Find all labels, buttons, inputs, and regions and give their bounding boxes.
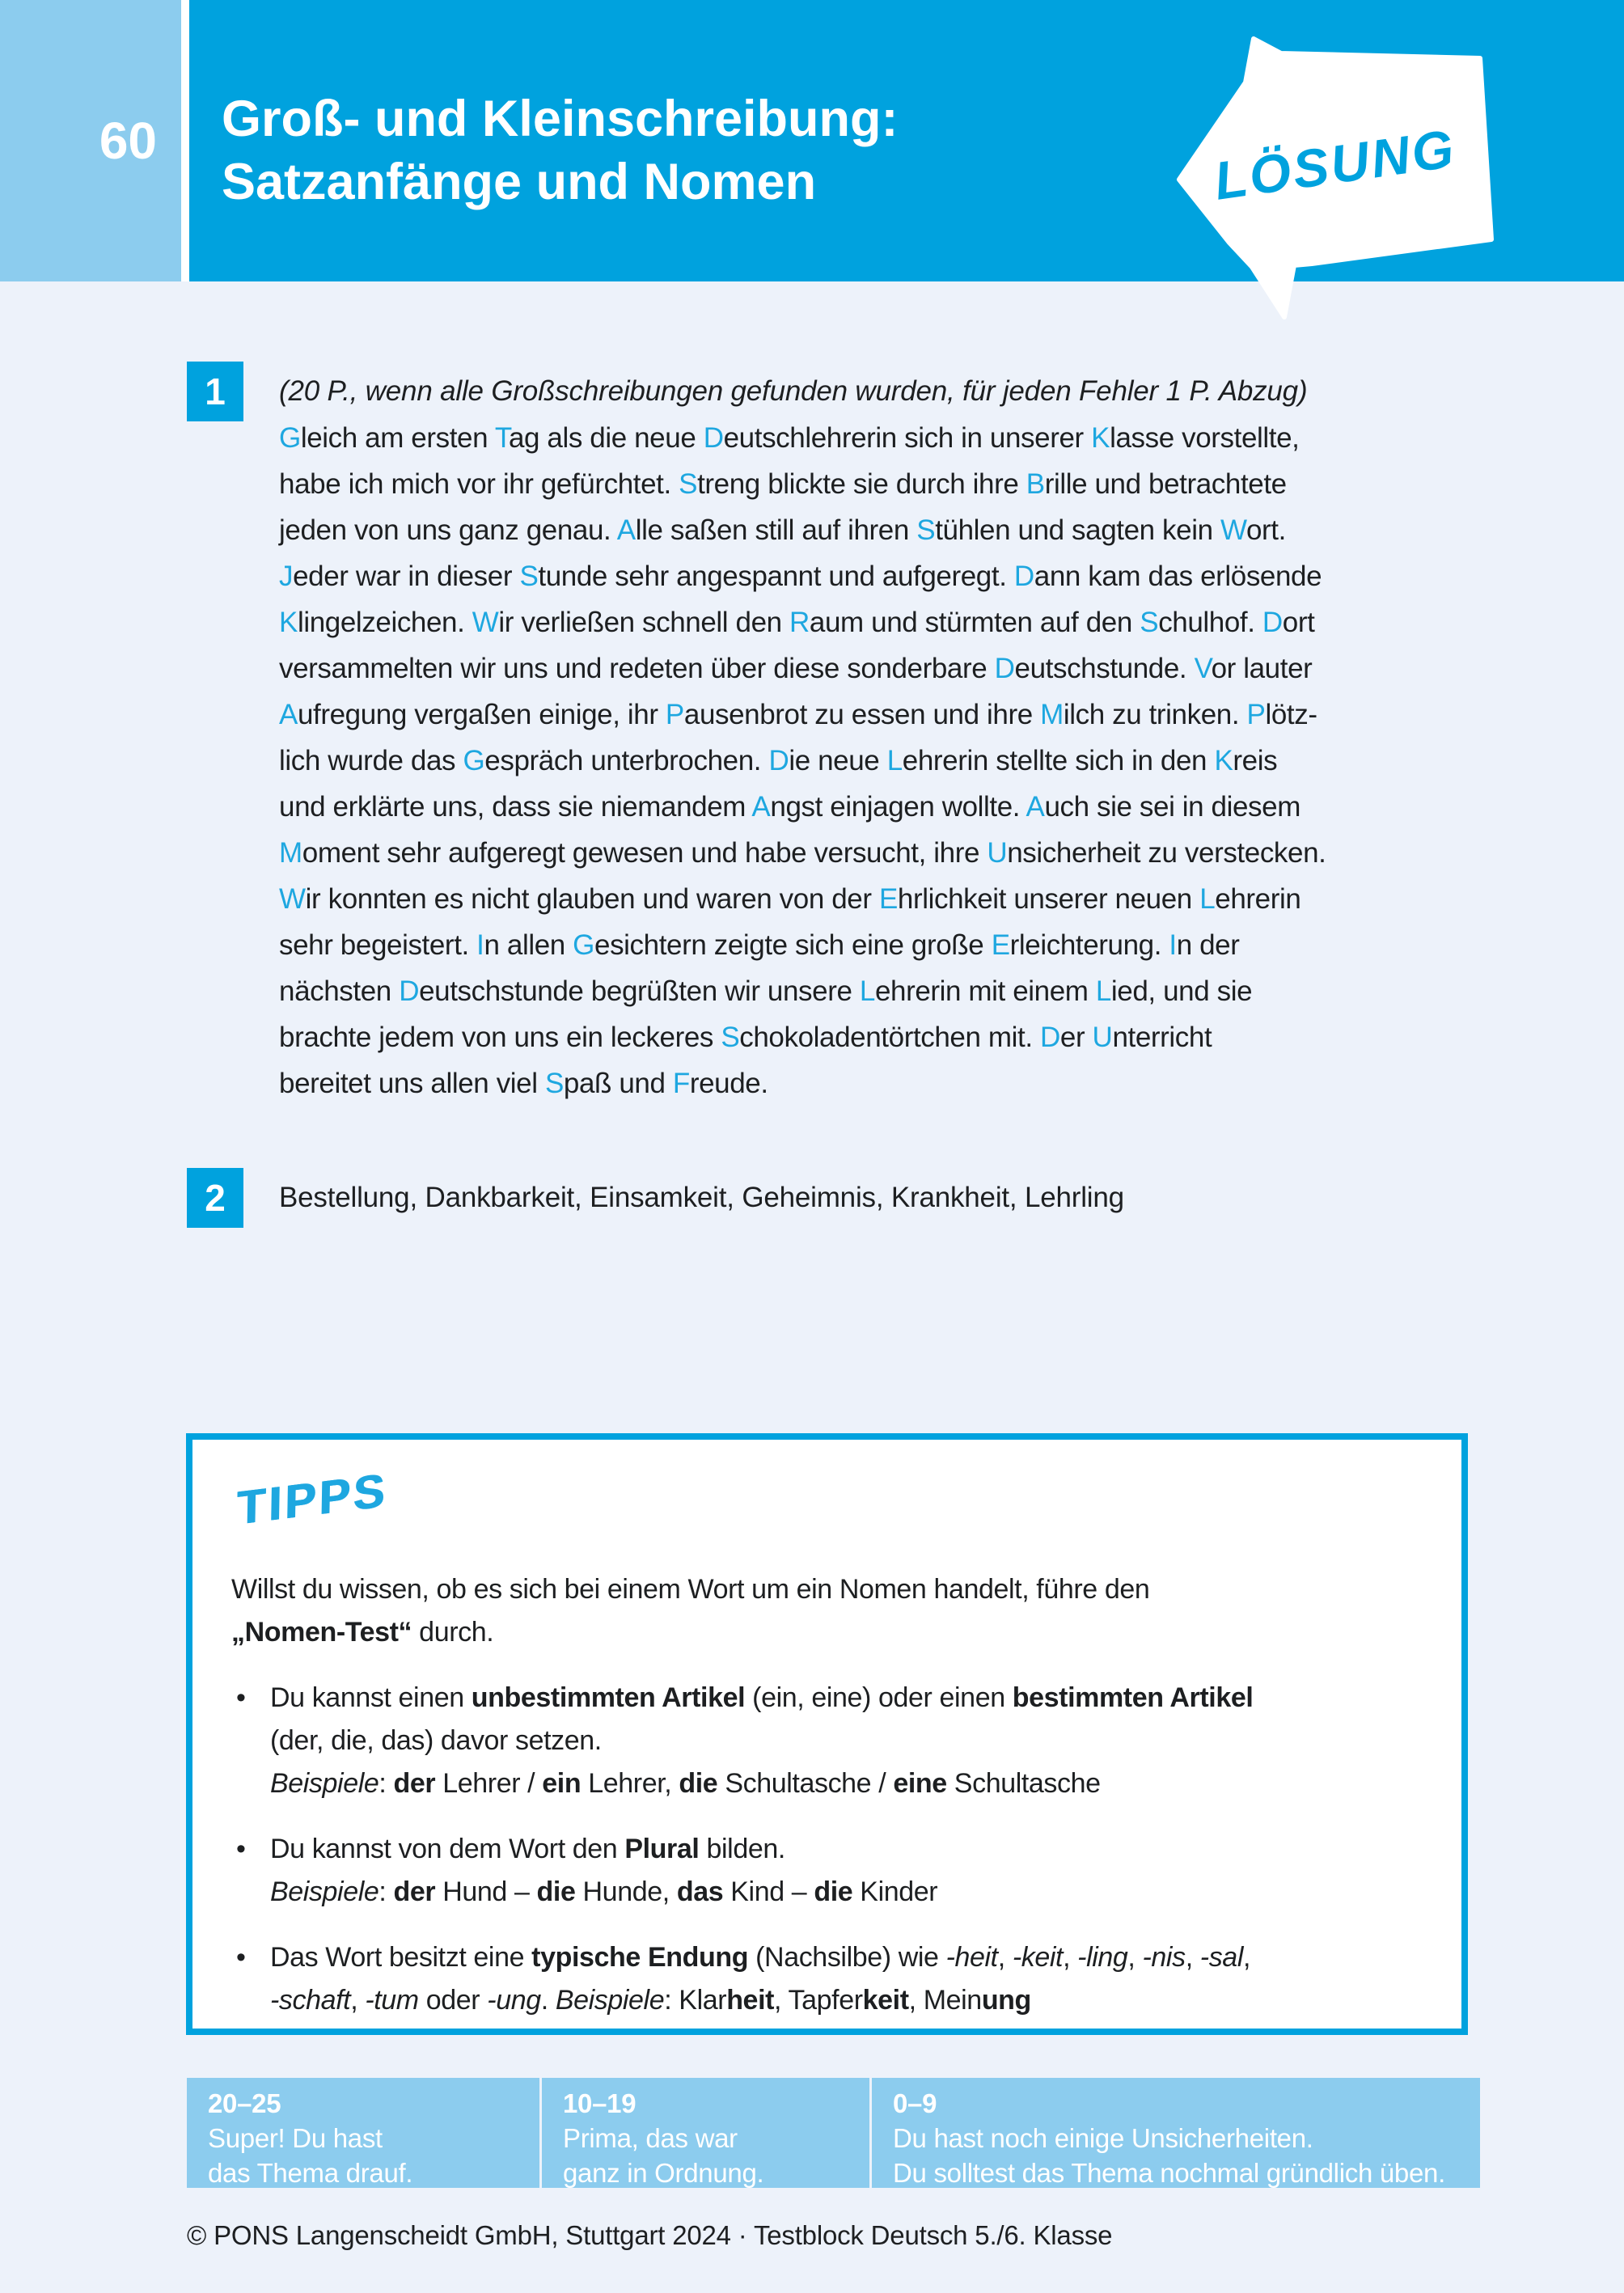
highlighted-capital: I (476, 929, 484, 961)
score-text-line: Prima, das war (563, 2123, 738, 2153)
highlighted-capital: A (279, 699, 298, 730)
highlighted-capital: D (703, 422, 724, 454)
solution-text-line: lich wurde das Gespräch unterbrochen. Die neue Lehrerin stellte sich in den Kreis (279, 745, 1278, 776)
task-1-instruction: (20 P., wenn alle Großschreibungen gefunden wurden, für jeden Fehler 1 P. Abzug) (279, 375, 1308, 407)
solution-text-line: versammelten wir uns und redeten über diese sonderbare Deutschstunde. Vor lauter (279, 653, 1313, 684)
page-title-line2: Satzanfänge und Nomen (222, 154, 817, 210)
task-1 (187, 362, 1440, 1106)
score-text-line: ganz in Ordnung. (563, 2158, 764, 2188)
highlighted-capital: I (1169, 929, 1177, 961)
highlighted-capital: E (878, 883, 898, 915)
score-cell (872, 2078, 1480, 2188)
score-range: 0–9 (893, 2088, 937, 2118)
score-text-line: Super! Du hast (208, 2123, 383, 2153)
tips-bullet-line: (der, die, das) davor setzen. (270, 1725, 602, 1756)
tips-intro (231, 1568, 1429, 1654)
highlighted-capital: L (859, 975, 875, 1007)
highlighted-capital: D (1262, 607, 1283, 638)
highlighted-capital: K (279, 607, 298, 638)
highlighted-capital: D (1013, 561, 1034, 592)
tips-bullet-line: • Du kannst einen unbestimmten Artikel (ein, eine) oder einen bestimmten Artikel (270, 1682, 1254, 1713)
solution-text-line: habe ich mich vor ihr gefürchtet. Streng blickte sie durch ihre Brille und betrachtete (279, 468, 1287, 500)
task-2-number: 2 (205, 1177, 226, 1219)
score-range: 10–19 (563, 2088, 636, 2118)
highlighted-capital: J (279, 561, 294, 592)
solution-text-line: Gleich am ersten Tag als die neue Deutschlehrerin sich in unserer Klasse vorstellte, (279, 422, 1300, 454)
score-text-line: Du hast noch einige Unsicherheiten. (893, 2123, 1313, 2153)
highlighted-capital: S (679, 468, 698, 500)
highlighted-capital: W (279, 883, 306, 915)
solution-text-line: Aufregung vergaßen einige, ihr Pausenbrot zu essen und ihre Milch zu trinken. Plötz- (279, 699, 1317, 730)
highlighted-capital: K (1214, 745, 1233, 776)
tips-bullet (231, 1936, 1429, 2022)
solution-text-line: Wir konnten es nicht glauben und waren von der Ehrlichkeit unserer neuen Lehrerin (279, 883, 1301, 915)
task-1-number: 1 (205, 370, 226, 412)
highlighted-capital: V (1194, 653, 1212, 684)
highlighted-capital: A (1026, 791, 1045, 823)
tips-bullet-line: Beispiele: der Lehrer / ein Lehrer, die Schultasche / eine Schultasche (270, 1768, 1101, 1799)
tips-label: TIPPS (236, 1463, 388, 1535)
highlighted-capital: S (721, 1022, 740, 1053)
highlighted-capital: A (616, 514, 636, 546)
solution-text-line: jeden von uns ganz genau. Alle saßen still auf ihren Stühlen und sagten kein Wort. (279, 514, 1286, 546)
tips-bullet-line: Beispiele: der Hund – die Hunde, das Kind – die Kinder (270, 1876, 938, 1907)
highlighted-capital: R (789, 607, 810, 638)
highlighted-capital: U (987, 837, 1008, 869)
task-2-answer: Bestellung, Dankbarkeit, Einsamkeit, Geheimnis, Krankheit, Lehrling (279, 1182, 1124, 1213)
tips-list (231, 1677, 1429, 2022)
page-number: 60 (99, 112, 157, 170)
score-bar (187, 2078, 1480, 2188)
highlighted-capital: T (494, 422, 509, 454)
highlighted-capital: K (1091, 422, 1110, 454)
highlighted-capital: L (1199, 883, 1216, 915)
highlighted-capital: W (1220, 514, 1246, 546)
tips-box (186, 1433, 1468, 2035)
highlighted-capital: D (399, 975, 420, 1007)
highlighted-capital: S (916, 514, 936, 546)
page-number-box (0, 0, 181, 281)
solution-text-line: und erklärte uns, dass sie niemandem Angst einjagen wollte. Auch sie sei in diesem (279, 791, 1300, 823)
solution-paragraph (279, 362, 1440, 1106)
tips-intro-line: „Nomen-Test“ durch. (231, 1617, 494, 1648)
solution-text-line: brachte jedem von uns ein leckeres Schokoladentörtchen mit. Der Unterricht (279, 1022, 1212, 1053)
solution-text-line: Klingelzeichen. Wir verließen schnell den Raum und stürmten auf den Schulhof. Dort (279, 607, 1315, 638)
score-cell (187, 2078, 539, 2188)
tips-bullet (231, 1828, 1429, 1914)
solution-text-line: Moment sehr aufgeregt gewesen und habe versucht, ihre Unsicherheit zu verstecken. (279, 837, 1326, 869)
highlighted-capital: M (1040, 699, 1064, 730)
highlighted-capital: P (665, 699, 684, 730)
highlighted-capital: D (1040, 1022, 1060, 1053)
solution-text-line: Jeder war in dieser Stunde sehr angespannt und aufgeregt. Dann kam das erlösende (279, 561, 1322, 592)
highlighted-capital: D (994, 653, 1015, 684)
task-2-head (279, 1168, 1124, 1228)
solution-text-line: nächsten Deutschstunde begrüßten wir unsere Lehrerin mit einem Lied, und sie (279, 975, 1253, 1007)
task-1-head (279, 362, 1307, 421)
tips-bullet (231, 1677, 1429, 1805)
highlighted-capital: G (279, 422, 301, 454)
score-cell (542, 2078, 869, 2188)
solution-text-line: bereitet uns allen viel Spaß und Freude. (279, 1068, 768, 1099)
highlighted-capital: L (1095, 975, 1111, 1007)
highlighted-capital: F (672, 1068, 690, 1099)
tips-intro-line: Willst du wissen, ob es sich bei einem Wort um ein Nomen handelt, führe den (231, 1574, 1150, 1605)
task-1-number-box (187, 362, 243, 421)
score-range: 20–25 (208, 2088, 281, 2118)
highlighted-capital: B (1026, 468, 1045, 500)
highlighted-capital: U (1092, 1022, 1113, 1053)
highlighted-capital: G (463, 745, 485, 776)
highlighted-capital: S (544, 1068, 564, 1099)
highlighted-capital: D (768, 745, 789, 776)
header-divider (181, 0, 189, 281)
score-text-line: das Thema drauf. (208, 2158, 413, 2188)
loesung-arrow-icon (1126, 21, 1506, 336)
tips-bullet-line: • Du kannst von dem Wort den Plural bilden. (270, 1834, 785, 1864)
highlighted-capital: S (1140, 607, 1159, 638)
stamp-text: LÖSUNG (1210, 117, 1460, 211)
score-text-line: Du solltest das Thema nochmal gründlich üben. (893, 2158, 1445, 2188)
highlighted-capital: W (472, 607, 499, 638)
highlighted-capital: A (751, 791, 771, 823)
task-2-number-box (187, 1168, 243, 1228)
highlighted-capital: L (886, 745, 903, 776)
tips-bullet-line: -schaft, -tum oder -ung. Beispiele: Klarheit, Tapferkeit, Meinung (270, 1985, 1031, 2016)
highlighted-capital: E (991, 929, 1010, 961)
tips-bullet-line: • Das Wort besitzt eine typische Endung (Nachsilbe) wie -heit, -keit, -ling, -nis, -sal, (270, 1942, 1251, 1973)
highlighted-capital: P (1246, 699, 1266, 730)
copyright-footer: © PONS Langenscheidt GmbH, Stuttgart 2024 · Testblock Deutsch 5./6. Klasse (187, 2220, 1113, 2250)
solution-text-line: sehr begeistert. In allen Gesichtern zeigte sich eine große Erleichterung. In der (279, 929, 1240, 961)
highlighted-capital: M (279, 837, 302, 869)
page-title-line1: Groß- und Kleinschreibung: (222, 91, 899, 147)
highlighted-capital: G (573, 929, 594, 961)
highlighted-capital: S (519, 561, 539, 592)
